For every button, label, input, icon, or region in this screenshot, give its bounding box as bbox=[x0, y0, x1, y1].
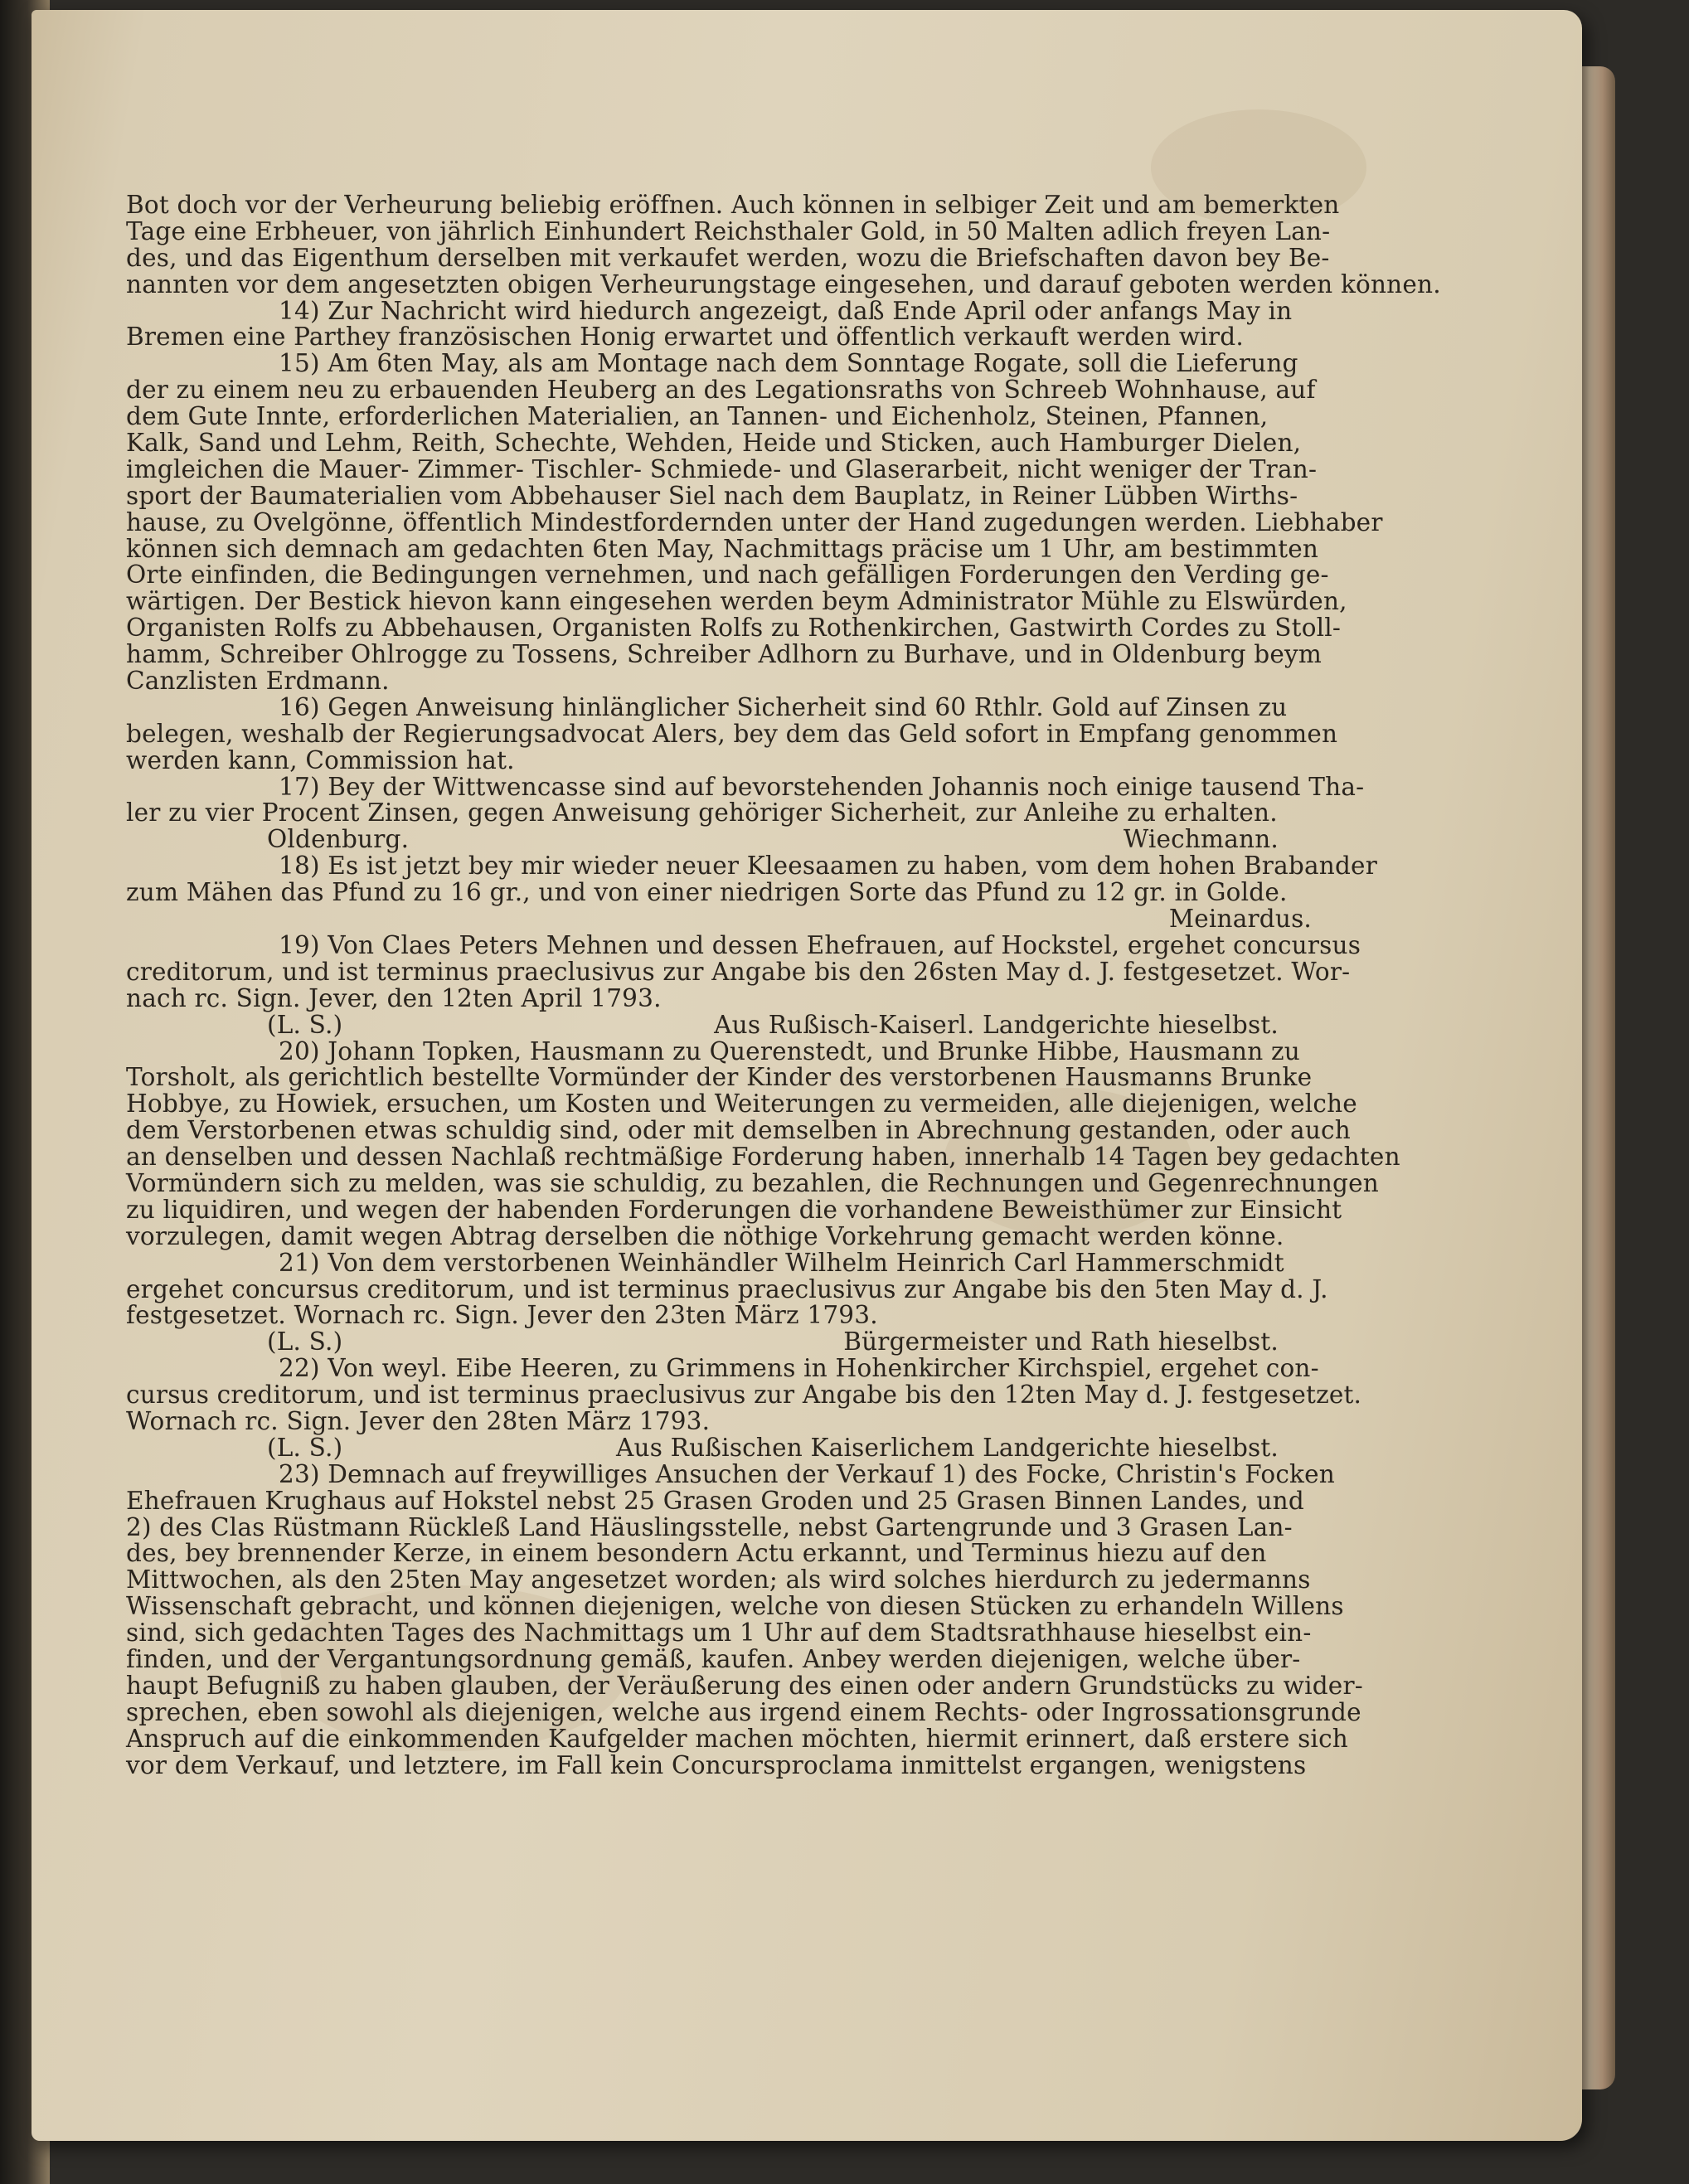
text-line: 23) Demnach auf freywilliges Ansuchen der Verkauf 1) des Focke, Christin's Focken bbox=[279, 1459, 1335, 1488]
text-line: 15) Am 6ten May, als am Montage nach dem Sonntage Rogate, soll die Lieferung bbox=[279, 349, 1298, 378]
text-line: 22) Von weyl. Eibe Heeren, zu Grimmens in Hohenkircher Kirchspiel, ergehet con- bbox=[279, 1354, 1319, 1383]
text-line: des, bey brennender Kerze, in einem besondern Actu erkannt, und Terminus hiezu auf den bbox=[126, 1539, 1267, 1568]
text-line: des, und das Eigenthum derselben mit verkaufet werden, wozu die Briefschaften davon bey Be- bbox=[126, 243, 1330, 272]
text-line: hamm, Schreiber Ohlrogge zu Tossens, Schreiber Adlhorn zu Burhave, und in Oldenburg beym bbox=[126, 640, 1323, 669]
text-line: ler zu vier Procent Zinsen, gegen Anweisung gehöriger Sicherheit, zur Anleihe zu erhalten. bbox=[126, 798, 1278, 827]
signature-line bbox=[126, 827, 1345, 853]
signature-line bbox=[126, 1012, 1345, 1039]
text-line: Kalk, Sand und Lehm, Reith, Schechte, Wehden, Heide und Sticken, auch Hamburger Dielen, bbox=[126, 429, 1302, 458]
sig-left: (L. S.) bbox=[267, 1010, 343, 1039]
text-line: nannten vor dem angesetzten obigen Verheurungstage eingesehen, und darauf geboten werden können. bbox=[126, 269, 1441, 298]
text-line: Wissenschaft gebracht, und können diejenigen, welche von diesen Stücken zu erhandeln Willens bbox=[126, 1592, 1344, 1621]
text-line: ergehet concursus creditorum, und ist terminus praeclusivus zur Angabe bis den 5ten May d. J. bbox=[126, 1274, 1328, 1303]
text-line: sprechen, eben sowohl als diejenigen, welche aus irgend einem Rechts- oder Ingrossationsgrunde bbox=[126, 1697, 1361, 1726]
text-line: wärtigen. Der Bestick hievon kann eingesehen werden beym Administrator Mühle zu Elswürden, bbox=[126, 587, 1347, 616]
text-line: 19) Von Claes Peters Mehnen und dessen Ehefrauen, auf Hockstel, ergehet concursus bbox=[279, 930, 1361, 959]
sig-right: Bürgermeister und Rath hieselbst. bbox=[843, 1327, 1279, 1357]
text-line: Torsholt, als gerichtlich bestellte Vormünder der Kinder des verstorbenen Hausmanns Brunke bbox=[126, 1063, 1313, 1092]
text-line: belegen, weshalb der Regierungsadvocat Alers, bey dem das Geld sofort in Empfang genommen bbox=[126, 719, 1338, 748]
text-line: sport der Baumaterialien vom Abbehauser Siel nach dem Bauplatz, in Reiner Lübben Wirths- bbox=[126, 481, 1298, 510]
text-line: 17) Bey der Wittwencasse sind auf bevorstehenden Johannis noch einige tausend Tha- bbox=[279, 772, 1365, 801]
text-line: vorzulegen, damit wegen Abtrag derselben die nöthige Vorkehrung gemacht werden könne. bbox=[126, 1221, 1284, 1250]
text-line: 14) Zur Nachricht wird hiedurch angezeigt, daß Ende April oder anfangs May in bbox=[279, 296, 1293, 325]
text-line: imgleichen die Mauer- Zimmer- Tischler- Schmiede- und Glaserarbeit, nicht weniger der Tran- bbox=[126, 454, 1318, 483]
text-line: hause, zu Ovelgönne, öffentlich Mindestfordernden unter der Hand zugedungen werden. Liebhaber bbox=[126, 507, 1383, 536]
text-line: sind, sich gedachten Tages des Nachmittags um 1 Uhr auf dem Stadtsrathhause hieselbst ein- bbox=[126, 1619, 1312, 1648]
text-line: Bremen eine Parthey französischen Honig erwartet und öffentlich verkauft werden wird. bbox=[126, 323, 1244, 352]
text-line: zum Mähen das Pfund zu 16 gr., und von einer niedrigen Sorte das Pfund zu 12 gr. in Golde. bbox=[126, 878, 1288, 907]
text-line: Wornach rc. Sign. Jever den 28ten März 1793. bbox=[126, 1406, 711, 1435]
text-line: vor dem Verkauf, und letztere, im Fall kein Concursproclama inmittelst ergangen, wenigstens bbox=[126, 1750, 1307, 1779]
text-line: dem Gute Innte, erforderlichen Materialien, an Tannen- und Eichenholz, Steinen, Pfannen, bbox=[126, 402, 1269, 431]
text-line: Bot doch vor der Verheurung beliebig eröffnen. Auch können in selbiger Zeit und am bemerkten bbox=[126, 191, 1340, 219]
sig-right: Wiechmann. bbox=[1123, 825, 1279, 854]
sig-right: Aus Rußisch-Kaiserl. Landgerichte hieselbst. bbox=[714, 1010, 1279, 1039]
text-line: dem Verstorbenen etwas schuldig sind, oder mit demselben in Abrechnung gestanden, oder auch bbox=[126, 1116, 1351, 1145]
signature-line bbox=[126, 1329, 1345, 1356]
sig-left: Oldenburg. bbox=[267, 825, 410, 854]
signature-line bbox=[126, 1435, 1345, 1462]
text-line: nach rc. Sign. Jever, den 12ten April 1793. bbox=[126, 983, 662, 1012]
sig-left: (L. S.) bbox=[267, 1433, 343, 1462]
text-line: der zu einem neu zu erbauenden Heuberg an des Legationsraths von Schreeb Wohnhause, auf bbox=[126, 376, 1316, 405]
text-line: 21) Von dem verstorbenen Weinhändler Wilhelm Heinrich Carl Hammerschmidt bbox=[279, 1248, 1284, 1277]
text-line: Canzlisten Erdmann. bbox=[126, 667, 390, 696]
text-line: Tage eine Erbheuer, von jährlich Einhundert Reichsthaler Gold, in 50 Malten adlich freyen Lan- bbox=[126, 216, 1331, 245]
text-line: werden kann, Commission hat. bbox=[126, 745, 515, 774]
text-line: Vormündern sich zu melden, was sie schuldig, zu bezahlen, die Rechnungen und Gegenrechnungen bbox=[126, 1168, 1379, 1197]
text-line: Hobbye, zu Howiek, ersuchen, um Kosten und Weiterungen zu vermeiden, alle diejenigen, welche bbox=[126, 1090, 1357, 1119]
text-line: festgesetzet. Wornach rc. Sign. Jever den 23ten März 1793. bbox=[126, 1301, 878, 1330]
text-line: 2) des Clas Rüstmann Rückleß Land Häuslingsstelle, nebst Gartengrunde und 3 Grasen Lan- bbox=[126, 1512, 1293, 1541]
sig-right: Aus Rußischen Kaiserlichem Landgerichte hieselbst. bbox=[616, 1433, 1279, 1462]
text-line: Mittwochen, als den 25ten May angesetzet worden; als wird solches hierdurch zu jedermanns bbox=[126, 1565, 1311, 1594]
text-line: finden, und der Vergantungsordnung gemäß, kaufen. Anbey werden diejenigen, welche über- bbox=[126, 1644, 1301, 1673]
text-line: 20) Johann Topken, Hausmann zu Querenstedt, und Brunke Hibbe, Hausmann zu bbox=[279, 1036, 1300, 1065]
text-line: können sich demnach am gedachten 6ten May, Nachmittags präcise um 1 Uhr, am bestimmten bbox=[126, 534, 1319, 563]
sig-left: (L. S.) bbox=[267, 1327, 343, 1357]
text-line: Meinardus. bbox=[1168, 905, 1312, 934]
text-line: 16) Gegen Anweisung hinlänglicher Sicherheit sind 60 Rthlr. Gold auf Zinsen zu bbox=[279, 692, 1288, 721]
text-line: Organisten Rolfs zu Abbehausen, Organisten Rolfs zu Rothenkirchen, Gastwirth Cordes zu Stoll- bbox=[126, 614, 1342, 643]
text-line: haupt Befugniß zu haben glauben, der Veräußerung des einen oder andern Grundstücks zu wider- bbox=[126, 1671, 1363, 1700]
text-line: Ehefrauen Krughaus auf Hokstel nebst 25 Grasen Groden und 25 Grasen Binnen Landes, und bbox=[126, 1486, 1304, 1515]
document-body bbox=[126, 191, 1441, 1779]
text-line: an denselben und dessen Nachlaß rechtmäßige Forderung haben, innerhalb 14 Tagen bey gedachten bbox=[126, 1143, 1400, 1172]
text-line: cursus creditorum, und ist terminus praeclusivus zur Angabe bis den 12ten May d. J. festgesetzet. bbox=[126, 1381, 1362, 1410]
text-line: Orte einfinden, die Bedingungen vernehmen, und nach gefälligen Forderungen den Verding ge- bbox=[126, 561, 1329, 590]
text-line: creditorum, und ist terminus praeclusivus zur Angabe bis den 26sten May d. J. festgesetzet. Wor- bbox=[126, 957, 1351, 986]
text-line: 18) Es ist jetzt bey mir wieder neuer Kleesaamen zu haben, vom dem hohen Brabander bbox=[279, 852, 1378, 881]
text-line: zu liquidiren, und wegen der habenden Forderungen die vorhandene Beweisthümer zur Einsicht bbox=[126, 1195, 1342, 1224]
text-line: Anspruch auf die einkommenden Kaufgelder machen möchten, hiermit erinnert, daß erstere sich bbox=[126, 1724, 1348, 1753]
